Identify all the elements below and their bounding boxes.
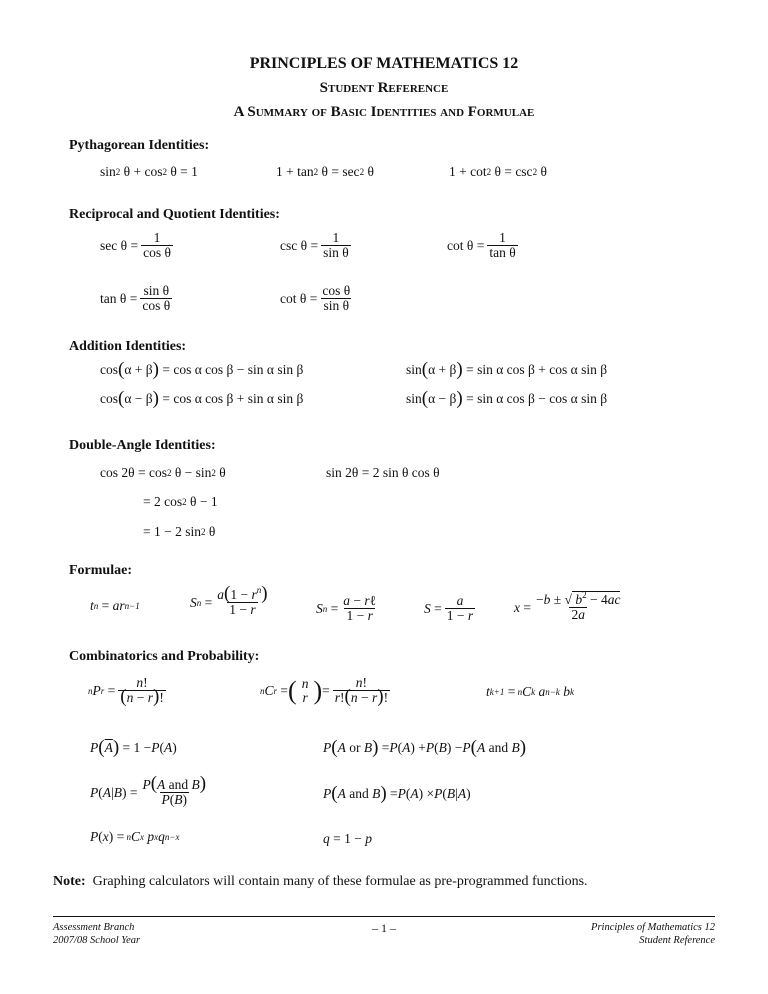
identity-cot-reciprocal: cot θ = $\frac{1}{\text{tan θ}}$ (447, 230, 516, 260)
identity-cot-quotient: cot θ = $\frac{\text{cos θ}}{\text{sin θ}}$ (280, 283, 351, 313)
section-heading-double-angle: Double-Angle Identities: (69, 438, 216, 453)
note (53, 874, 588, 890)
section-heading-pythagorean: Pythagorean Identities: (69, 138, 210, 153)
identity-pythagorean-2: 1 + tan 2 θ = sec 2 θ (276, 164, 374, 179)
note-text: Graphing calculators will contain many of these formulae as pre-programmed functions. (92, 874, 588, 889)
page-number: – 1 – (372, 921, 396, 935)
identity-pythagorean-3: 1 + cot 2 θ = csc 2 θ (449, 164, 547, 179)
identity-cos-double-2: = 2 cos 2 θ − 1 (143, 494, 218, 509)
formula-intersection: P ( A and B ) = P ( A ) × P ( B | A ) (323, 783, 471, 804)
formula-conditional: P ( A | B ) = $\frac{\text{P(A and B)}}{P(B)}$ (90, 773, 207, 807)
identity-cos-diff: cos ( α − β ) = cos α cos β + sin α sin β (100, 388, 304, 409)
section-heading-addition: Addition Identities: (69, 339, 187, 354)
identity-tan: tan θ = $\frac{\text{sin θ}}{\text{cos θ}}$ (100, 283, 171, 313)
footer-left-line1: Assessment Branch (53, 922, 135, 933)
formula-geometric-sum-2: S n = $\frac{\text{a − rℓ}}{1 - r}$ (316, 593, 377, 623)
identity-cos-double-1: cos 2θ = cos 2 θ − sin 2 θ (100, 465, 226, 480)
footer-rule (53, 916, 715, 917)
identity-pythagorean-1: sin 2 θ + cos 2 θ = 1 (100, 164, 198, 179)
formula-complement: P ( $\overline{A}$ ) = 1 − P ( A ) (90, 737, 177, 758)
formula-permutation: n P r = $\frac{n!}{(n - r)!}$ (88, 675, 164, 707)
section-heading-combinatorics: Combinatorics and Probability: (69, 649, 260, 664)
formula-geometric-sum-1: S n = $\frac{a(1 - r^n)}{1 - r}$ (190, 583, 268, 617)
footer-left-line2: 2007/08 School Year (53, 935, 141, 946)
document-title: PRINCIPLES OF MATHEMATICS 12 (249, 55, 519, 72)
section-heading-reciprocal: Reciprocal and Quotient Identities: (69, 207, 280, 222)
footer-right (591, 921, 715, 947)
formula-binomial-term: t k+1 = n C k a n−k b k (486, 684, 574, 699)
formula-quadratic: x = $\frac{-b \pm √ b^2 - 4ac}{2a}$ (514, 590, 621, 622)
summary-title: A Summary of Basic Identities and Formulae (233, 104, 535, 120)
formula-combination: n C r = ( n r ) = $\frac{n!}{r!(n - r)!}$ (260, 675, 389, 707)
identity-sin-double: sin 2θ = 2 sin θ cos θ (326, 465, 440, 480)
formula-binomial-probability: P ( x ) = n C x p x q n−x (90, 829, 180, 844)
identity-sin-diff: sin ( α − β ) = sin α cos β − cos α sin β (406, 388, 608, 409)
formula-q: q = 1 − p (323, 831, 372, 846)
footer-right-line2: Student Reference (639, 935, 715, 946)
formula-geometric-term: t n = ar n−1 (90, 598, 140, 613)
identity-sec: sec θ = $\frac{1}{\text{cos θ}}$ (100, 230, 171, 260)
identity-cos-double-3: = 1 − 2 sin 2 θ (143, 524, 216, 539)
document-subtitle: Student Reference (319, 80, 449, 96)
formula-union: P ( A or B ) = P ( A ) + P ( B ) − P ( A and B ) (323, 737, 527, 758)
note-label: Note: (53, 874, 86, 889)
section-heading-formulae: Formulae: (69, 563, 132, 578)
identity-sin-sum: sin ( α + β ) = sin α cos β + cos α sin β (406, 359, 608, 380)
formula-infinite-sum: S = $\frac{a}{1 - r}$ (424, 593, 474, 623)
footer-right-line1: Principles of Mathematics 12 (591, 922, 715, 933)
identity-cos-sum: cos ( α + β ) = cos α cos β − sin α sin β (100, 359, 304, 380)
identity-csc: csc θ = $\frac{1}{\text{sin θ}}$ (280, 230, 349, 260)
